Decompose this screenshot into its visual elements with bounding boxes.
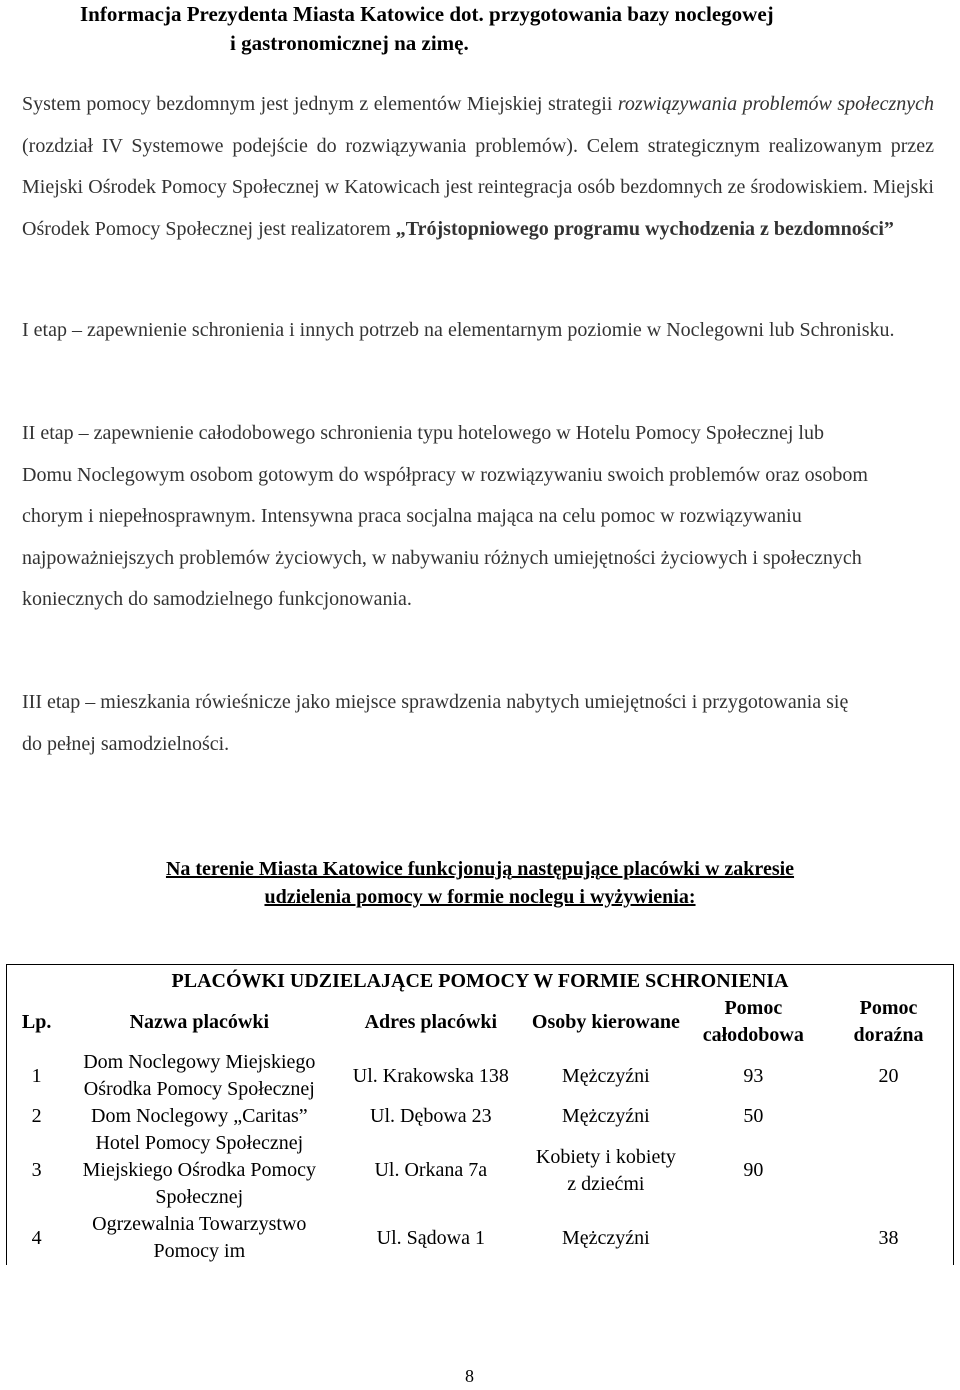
row-address: Ul. Sądowa 1	[376, 1226, 485, 1249]
row-full-day: 50	[743, 1105, 764, 1127]
row-lp: 3	[7, 1130, 67, 1211]
table-row	[7, 1211, 954, 1265]
row-address: Ul. Orkana 7a	[374, 1159, 488, 1181]
header-full-day: Pomoc całodobowa	[702, 997, 804, 1046]
header-temporary: Pomoc doraźna	[824, 995, 953, 1049]
table-row	[7, 1130, 954, 1211]
intro-text-end: (rozdział IV Systemowe podejście do rozwiązywania problemów). Celem strategicznym realizowanym przez Miejski Ośrodek Pomocy Społecznej w Katowicach jest reintegracja osób bezdomnych ze środowiskiem. Miejski Ośrodek Pomocy Społecznej jest realizatorem	[22, 134, 934, 240]
etap-2: II etap – zapewnienie całodobowego schronienia typu hotelowego w Hotelu Pomocy Społecznej lub Domu Noclegowym osobom gotowym do współpracy w rozwiązywaniu swoich problemów oraz osobom chorym i niepełnosprawnym. Intensywna praca socjalna mająca na celu pomoc w rozwiązywaniu najpoważniejszych problemów życiowych, w nabywaniu różnych umiejętności życiowych i społecznych koniecznych do samodzielnego funkcjonowania.	[22, 422, 868, 610]
row-name: Dom Noclegowy Miejskiego Ośrodka Pomocy Społecznej	[83, 1051, 316, 1100]
row-name: Ogrzewalnia Towarzystwo Pomocy im	[92, 1213, 307, 1262]
row-persons: Mężczyźni	[562, 1226, 650, 1249]
header-persons: Osoby kierowane	[531, 1010, 680, 1033]
etap-1: I etap – zapewnienie schronienia i innych potrzeb na elementarnym poziomie w Noclegowni lub Schronisku.	[22, 319, 895, 341]
row-address: Ul. Krakowska 138	[352, 1064, 509, 1087]
row-lp: 4	[7, 1211, 67, 1265]
header-lp: Lp.	[7, 995, 67, 1049]
table-row	[7, 1103, 954, 1130]
row-lp: 1	[7, 1049, 67, 1103]
facilities-heading-line-2: udzielenia pomocy w formie noclegu i wyżywienia:	[264, 886, 696, 908]
header-name: Nazwa placówki	[129, 1010, 270, 1033]
page-number: 8	[465, 1366, 474, 1386]
etap-3: III etap – mieszkania rówieśnicze jako miejsce sprawdzenia nabytych umiejętności i przygotowania się do pełnej samodzielności.	[22, 691, 849, 755]
row-temporary	[824, 1130, 953, 1211]
row-persons: Mężczyźni	[562, 1105, 650, 1127]
row-name: Hotel Pomocy Społecznej Miejskiego Ośrodka Pomocy Społecznej	[82, 1132, 316, 1208]
intro-text-start: System pomocy bezdomnym jest jednym z elementów Miejskiej strategii	[22, 93, 618, 115]
row-full-day: 90	[743, 1159, 764, 1181]
title-line-2: i gastronomicznej na zimę.	[230, 31, 469, 55]
table-row	[7, 1049, 954, 1103]
row-temporary: 20	[824, 1049, 953, 1103]
facilities-table	[6, 964, 954, 1265]
row-persons: Mężczyźni	[562, 1064, 650, 1087]
title-line-1: Informacja Prezydenta Miasta Katowice dot. przygotowania bazy noclegowej	[80, 2, 774, 26]
row-lp: 2	[7, 1103, 67, 1130]
row-address: Ul. Dębowa 23	[370, 1105, 492, 1127]
intro-strategy-name: rozwiązywania problemów społecznych	[617, 93, 934, 115]
row-persons: Kobiety i kobiety z dziećmi	[535, 1145, 676, 1195]
document-title	[80, 0, 774, 58]
row-full-day	[683, 1211, 825, 1265]
program-name: „Trójstopniowego programu wychodzenia z bezdomności”	[395, 217, 894, 240]
header-address: Adres placówki	[364, 1010, 498, 1033]
facilities-heading-line-1: Na terenie Miasta Katowice funkcjonują następujące placówki w zakresie	[165, 858, 795, 880]
row-name: Dom Noclegowy „Caritas”	[91, 1105, 308, 1127]
facilities-heading	[40, 855, 920, 911]
row-temporary	[824, 1103, 953, 1130]
row-full-day: 93	[743, 1064, 764, 1087]
table-caption: PLACÓWKI UDZIELAJĄCE POMOCY W FORMIE SCHRONIENIA	[7, 965, 954, 996]
intro-paragraph	[22, 84, 934, 250]
row-temporary: 38	[824, 1211, 953, 1265]
